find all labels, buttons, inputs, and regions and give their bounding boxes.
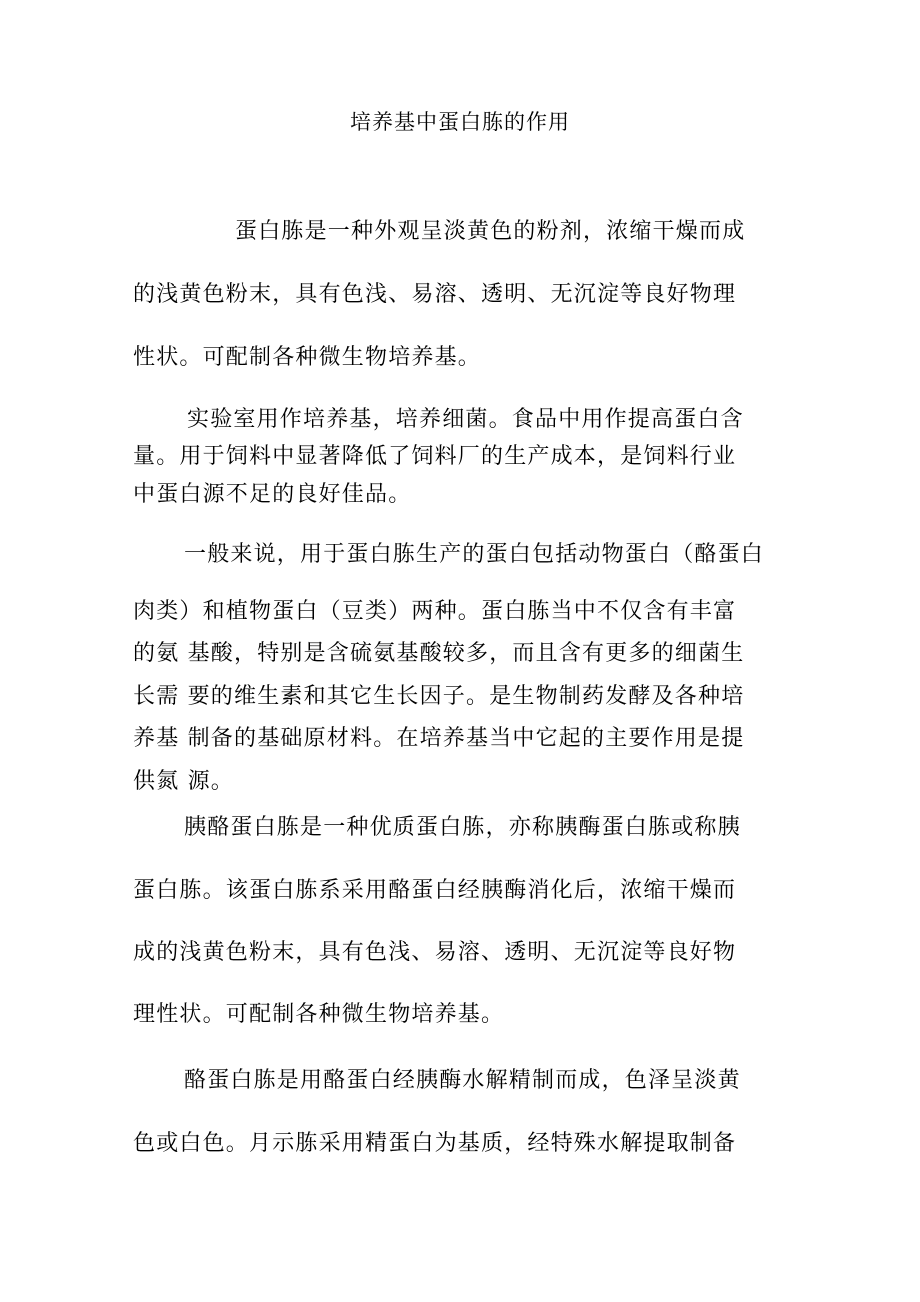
text-line: 中蛋白源不足的良好佳品。 <box>133 482 412 507</box>
text-line: 的浅黄色粉末，具有色浅、易溶、透明、无沉淀等良好物理 <box>133 282 737 307</box>
text-line: 蛋白胨。该蛋白胨系采用酪蛋白经胰酶消化后，浓缩干燥而 <box>133 878 737 903</box>
text-line: 一般来说，用于蛋白胨生产的蛋白包括动物蛋白（酪蛋白 <box>184 542 765 567</box>
text-line: 色或白色。月示胨采用精蛋白为基质，经特殊水解提取制备 <box>133 1131 737 1156</box>
text-line: 实验室用作培养基，培养细菌。食品中用作提高蛋白含 <box>187 407 744 432</box>
text-line: 蛋白胨是一种外观呈淡黄色的粉剂，浓缩干燥而成 <box>235 219 746 244</box>
text-line: 理性状。可配制各种微生物培养基。 <box>133 1002 505 1027</box>
text-line: 酪蛋白胨是用酪蛋白经胰酶水解精制而成，色泽呈淡黄 <box>184 1068 741 1093</box>
text-line: 供氮 源。 <box>133 769 234 794</box>
text-line: 成的浅黄色粉末，具有色浅、易溶、透明、无沉淀等良好物 <box>133 940 737 965</box>
text-line: 肉类）和植物蛋白（豆类）两种。蛋白胨当中不仅含有丰富 <box>133 599 737 624</box>
document-title: 培养基中蛋白胨的作用 <box>350 110 570 134</box>
text-line: 量。用于饲料中显著降低了饲料厂的生产成本，是饲料行业 <box>133 444 737 469</box>
text-line: 的氨 基酸，特别是含硫氨基酸较多，而且含有更多的细菌生 <box>133 641 745 666</box>
text-line: 长需 要的维生素和其它生长因子。是生物制药发酵及各种培 <box>133 684 745 709</box>
text-line: 胰酪蛋白胨是一种优质蛋白胨，亦称胰酶蛋白胨或称胰 <box>184 815 741 840</box>
text-line: 养基 制备的基础原材料。在培养基当中它起的主要作用是提 <box>133 726 745 751</box>
text-line: 性状。可配制各种微生物培养基。 <box>133 345 482 370</box>
